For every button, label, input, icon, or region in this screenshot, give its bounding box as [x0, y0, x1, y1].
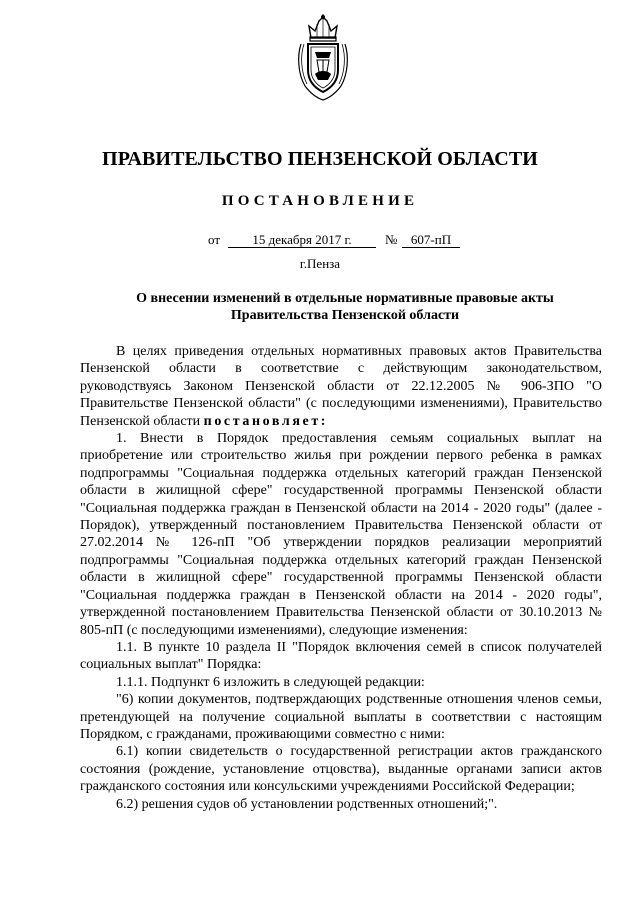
date-prefix: от: [208, 232, 221, 247]
decree-subject: [80, 290, 610, 324]
decree-date: 15 декабря 2017 г.: [228, 232, 376, 248]
document-body: [80, 343, 602, 813]
preamble-paragraph: [80, 343, 602, 430]
paragraph-1-1: 1.1. В пункте 10 раздела II "Порядок включения семей в список получателей социальных выплат" Порядка:: [80, 639, 602, 673]
paragraph-1: 1. Внести в Порядок предоставления семьям социальных выплат на приобретение или строительство жилья при рождении первого ребенка в рамках подпрограммы "Социальная поддержка отдельных категорий граждан Пензенской области в жилищной сфере" государственной программы Пензенской области "Социальная поддержка граждан в Пензенской области на 2014 - 2020 годы" (далее - Порядок), утвержденный постановлением Правительства Пензенской области от 27.02.2014 № 126-пП "Об утверждении порядков реализации мероприятий подпрограммы "Социальная поддержка отдельных категорий граждан Пензенской области в жилищной сфере" государственной программы Пензенской области "Социальная поддержка граждан в Пензенской области на 2014 - 2020 годы", утвержденной постановлением Правительства Пензенской области от 30.10.2013 № 805-пП (с последующими изменениями), следующие изменения:: [80, 431, 602, 638]
decree-number: 607-пП: [402, 232, 460, 248]
subject-line-2: Правительства Пензенской области: [230, 308, 460, 323]
coat-of-arms-emblem: [295, 14, 351, 102]
subparagraph-6: "6) копии документов, подтверждающих родственные отношения членов семьи, претендующей на получение социальной выплаты в соответствии с настоящим Порядком, с гражданами, проживающими совместно с ними:: [80, 692, 602, 742]
subject-line-1: О внесении изменений в отдельные нормативные правовые акты: [136, 291, 554, 306]
subparagraph-6-1: 6.1) копии свидетельств о государственной регистрации актов гражданского состояния (рождение, установление отцовства), выданные органами записи актов гражданского состояния или консульскими учреждениями Российской Федерации;: [80, 744, 602, 795]
paragraph-1-1-1: 1.1.1. Подпункт 6 изложить в следующей редакции:: [116, 674, 425, 690]
government-title: ПРАВИТЕЛЬСТВО ПЕНЗЕНСКОЙ ОБЛАСТИ: [102, 148, 538, 170]
city-name: г.Пенза: [299, 256, 341, 271]
subparagraph-6-2: 6.2) решения судов об установлении родственных отношений;".: [116, 796, 498, 812]
date-number-line: [0, 232, 640, 250]
number-prefix: №: [385, 232, 398, 247]
decree-keyword: постановляет:: [203, 413, 329, 429]
preamble-text: В целях приведения отдельных нормативных правовых актов Правительства Пензенской области в соответствие с действующим законодательством, руководствуясь Законом Пензенской области от 22.12.2005 № 906-ЗПО "О Правительстве Пензенской области" (с последующими изменениями), Правительство Пензенской области: [80, 344, 602, 429]
document-type-title: ПОСТАНОВЛЕНИЕ: [221, 193, 419, 209]
